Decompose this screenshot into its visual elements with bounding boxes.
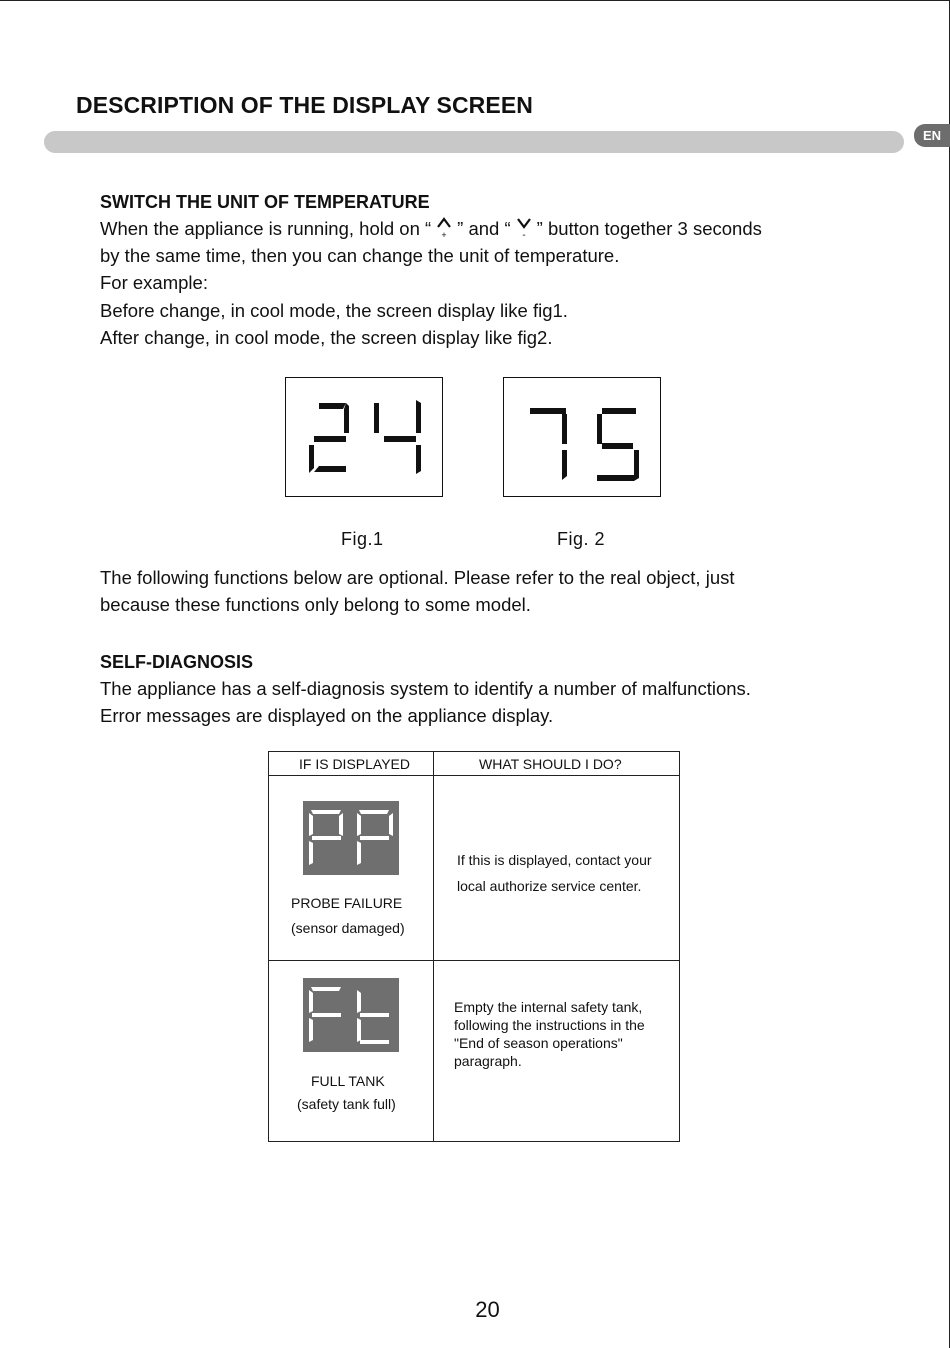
seg-2-b (344, 403, 349, 433)
switch-unit-heading: SWITCH THE UNIT OF TEMPERATURE (100, 192, 430, 212)
seg-7-a (530, 408, 566, 414)
optional-note-line-1: The following functions below are optional. Please refer to the real object, just (100, 567, 735, 588)
seg-4-g (384, 436, 416, 442)
seg-2-a (319, 403, 346, 409)
seg-4-c (416, 445, 421, 474)
seg-5-a (602, 408, 636, 414)
switch-unit-line-4: Before change, in cool mode, the screen display like fig1. (100, 300, 568, 321)
seg-2-g (314, 436, 346, 442)
seg-4-f (374, 403, 379, 433)
ft-detail: (safety tank full) (297, 1096, 396, 1112)
ft-name: FULL TANK (311, 1073, 385, 1089)
table-header-displayed: IF IS DISPLAYED (299, 756, 410, 772)
self-diagnosis-line-1: The appliance has a self-diagnosis system to identify a number of malfunctions. (100, 678, 751, 699)
title-underline-bar (44, 131, 904, 153)
ft-seven-segment (303, 978, 399, 1052)
self-diagnosis-heading: SELF-DIAGNOSIS (100, 652, 254, 672)
pf-action-line-1: If this is displayed, contact your (457, 852, 652, 868)
table-header-divider (269, 775, 680, 776)
table-row-divider (269, 960, 680, 961)
figure-1-display (285, 377, 443, 497)
figure-1-seven-segment (286, 378, 441, 495)
pf-action-line-2: local authorize service center. (457, 878, 642, 894)
ft-action-line-4: paragraph. (454, 1053, 522, 1069)
seg-5-g (602, 443, 633, 449)
seg-2-d (314, 466, 346, 472)
figure-1-caption: Fig.1 (341, 529, 384, 549)
ft-action-line-2: following the instructions in the (454, 1017, 645, 1033)
ft-action-line-1: Empty the internal safety tank, (454, 999, 643, 1015)
up-arrow-icon (431, 218, 457, 238)
self-diagnosis-line-2: Error messages are displayed on the appliance display. (100, 705, 554, 726)
switch-unit-line-2: by the same time, then you can change the unit of temperature. (100, 245, 620, 266)
language-tab: EN (914, 124, 950, 147)
line1-part-c: ” button together 3 seconds (536, 218, 762, 239)
pf-name: PROBE FAILURE (291, 895, 403, 911)
ft-display-icon (303, 978, 399, 1052)
seg-4-b (416, 400, 421, 433)
seg-5-f (597, 414, 602, 444)
figure-2-seven-segment (504, 378, 659, 495)
seg-7-c (562, 450, 567, 480)
ft-action-line-3: "End of season operations" (454, 1035, 623, 1051)
seg-2-e (309, 445, 314, 473)
page-border-top (0, 0, 950, 1)
page-number: 20 (475, 1297, 500, 1322)
pf-display-icon (303, 801, 399, 875)
down-arrow-icon (511, 218, 537, 238)
switch-unit-line-3: For example: (100, 272, 208, 293)
pf-detail: (sensor damaged) (291, 920, 405, 936)
figure-2-caption: Fig. 2 (557, 529, 606, 549)
down-button-sign: - (521, 230, 526, 240)
optional-note-line-2: because these functions only belong to some model. (100, 594, 531, 615)
seg-7-b (562, 414, 567, 444)
up-button-sign: + (441, 230, 447, 240)
line1-part-a: When the appliance is running, hold on “ (100, 218, 432, 239)
page-title: DESCRIPTION OF THE DISPLAY SCREEN (76, 92, 533, 118)
switch-unit-line-5: After change, in cool mode, the screen display like fig2. (100, 327, 553, 348)
seg-5-c (634, 450, 639, 481)
line1-part-b: ” and “ (457, 218, 511, 239)
switch-unit-line-1 (100, 218, 762, 240)
figure-2-display (503, 377, 661, 497)
table-header-action: WHAT SHOULD I DO? (479, 756, 622, 772)
table-column-divider (433, 752, 434, 1142)
error-code-table (268, 751, 680, 1142)
seg-5-d (597, 475, 634, 481)
pf-seven-segment (303, 801, 399, 875)
